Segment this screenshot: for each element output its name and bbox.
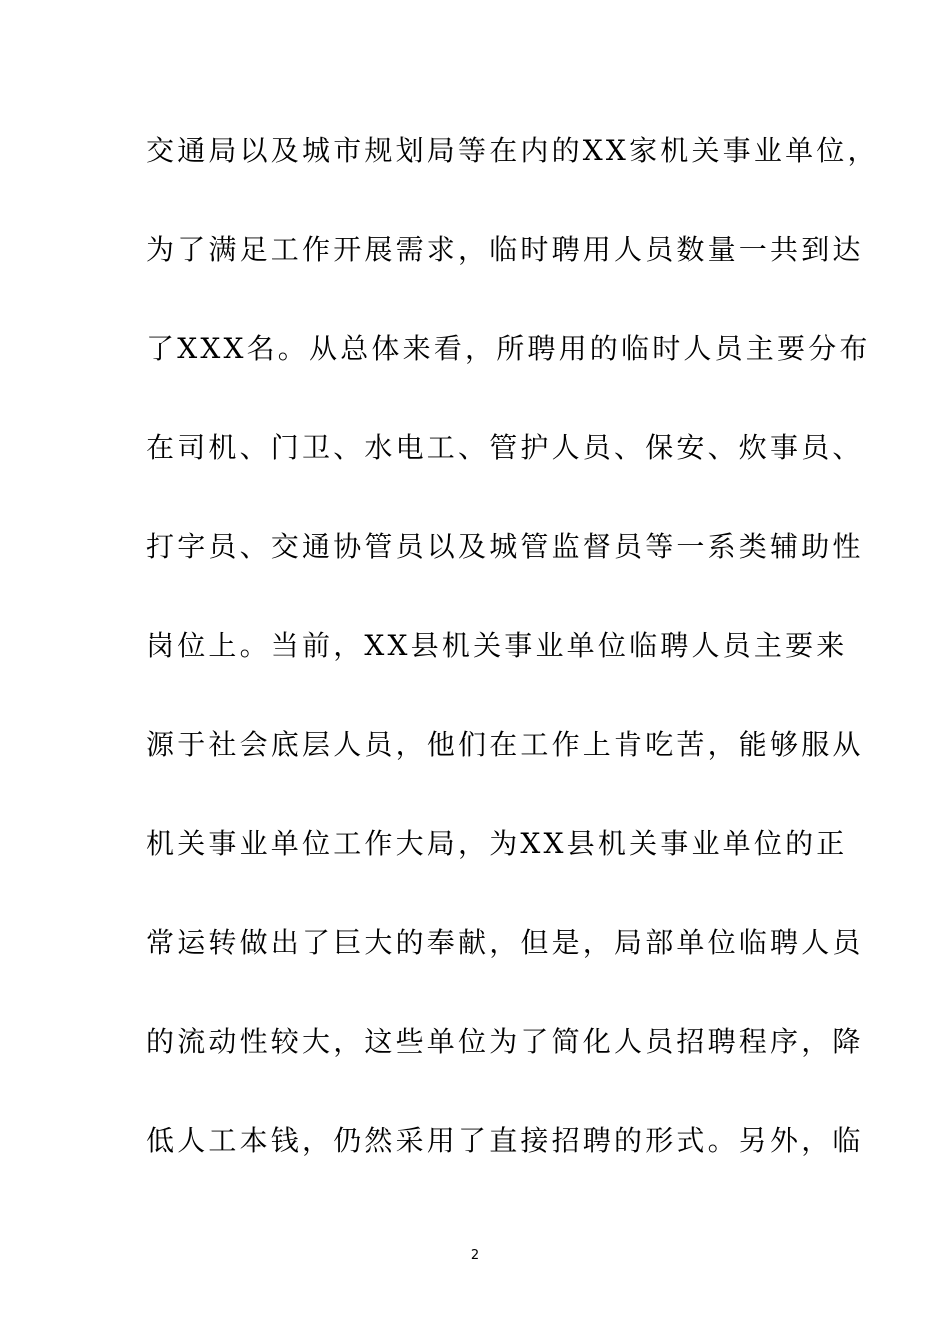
text-line-8: 机关事业单位工作大局，为XX县机关事业单位的正: [146, 827, 848, 860]
text-line-11: 低人工本钱，仍然采用了直接招聘的形式。另外，临: [146, 1124, 864, 1157]
text-line-6: 岗位上。当前，XX县机关事业单位临聘人员主要来: [146, 629, 848, 662]
text-line-9: 常运转做出了巨大的奉献，但是，局部单位临聘人员: [146, 926, 864, 959]
body-text: [146, 126, 879, 1215]
text-line-2: 为了满足工作开展需求，临时聘用人员数量一共到达: [146, 233, 864, 266]
text-line-3: 了XXX名。从总体来看，所聘用的临时人员主要分布: [146, 332, 871, 365]
text-line-7: 源于社会底层人员，他们在工作上肯吃苦，能够服从: [146, 728, 864, 761]
page-number: 2: [470, 1248, 480, 1263]
text-line-5: 打字员、交通协管员以及城管监督员等一系类辅助性: [146, 530, 864, 563]
text-line-1: 交通局以及城市规划局等在内的XX家机关事业单位，: [146, 134, 879, 167]
text-line-10: 的流动性较大，这些单位为了简化人员招聘程序，降: [146, 1025, 864, 1058]
text-line-4: 在司机、门卫、水电工、管护人员、保安、炊事员、: [146, 431, 864, 464]
